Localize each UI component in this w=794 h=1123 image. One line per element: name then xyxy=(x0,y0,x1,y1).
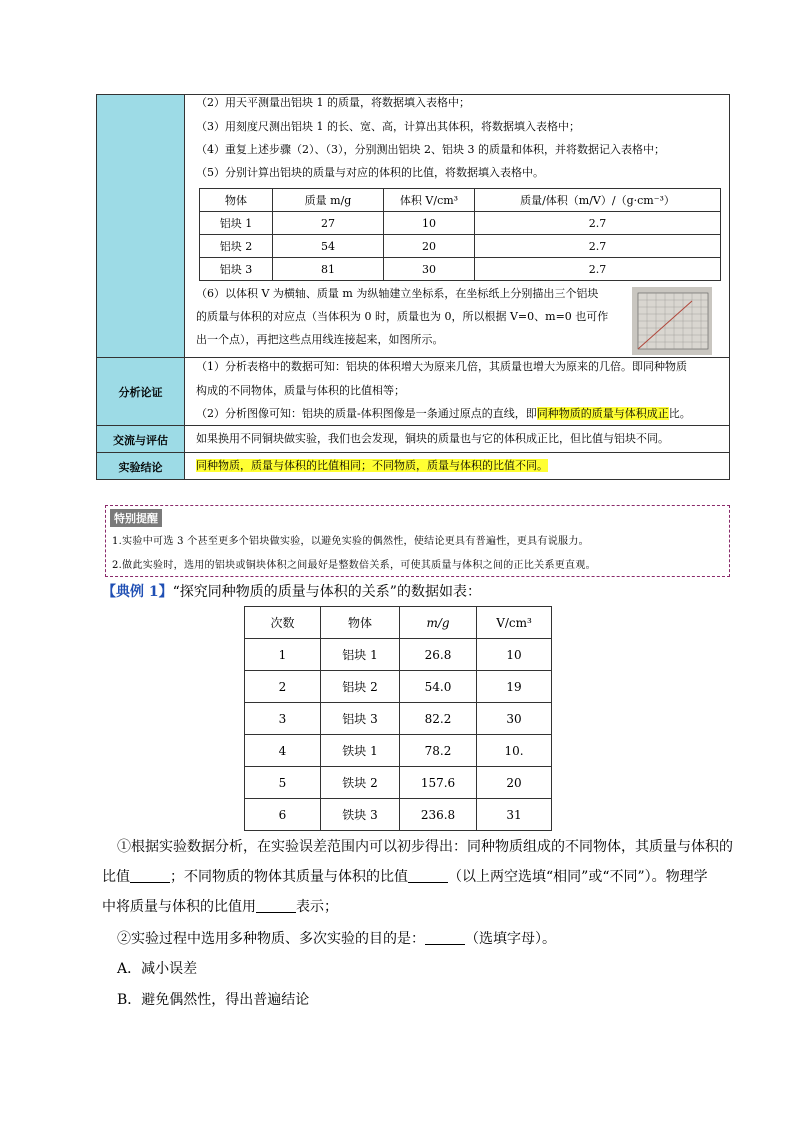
table-cell: 铝块 2 xyxy=(321,671,400,703)
table-cell: 31 xyxy=(477,799,552,831)
table-cell: 10 xyxy=(477,639,552,671)
table-row xyxy=(200,235,721,258)
q1-text: 表示； xyxy=(296,899,338,915)
table-cell: 27 xyxy=(273,212,384,235)
q2-text: （选填字母）。 xyxy=(465,931,556,947)
table-row xyxy=(200,258,721,281)
analysis-label: 分析论证 xyxy=(118,386,163,399)
tip-item-1: 1.实验中可选 3 个甚至更多个铝块做实验，以避免实验的偶然性，使结论更具有普遍性，更具有说服力。 xyxy=(112,536,589,547)
table-cell: 20 xyxy=(384,235,475,258)
q1-text: （以上两空选填“相同”或“不同”）。物理学 xyxy=(448,869,708,885)
answer-blank-4[interactable] xyxy=(425,930,465,945)
option-b: B．避免偶然性，得出普遍结论 xyxy=(117,992,310,1008)
question-1-line1: ①根据实验数据分析，在实验误差范围内可以初步得出：同种物质组成的不同物体，其质量与体积的 xyxy=(117,839,733,855)
table-row xyxy=(245,767,552,799)
table-cell: 54 xyxy=(273,235,384,258)
table-cell: 19 xyxy=(477,671,552,703)
example-tag: 【典例 1】 xyxy=(102,584,173,600)
table-row xyxy=(200,212,721,235)
answer-blank-3[interactable] xyxy=(256,898,296,913)
step-3: （3）用刻度尺测出铝块 1 的长、宽、高，计算出其体积，将数据填入表格中； xyxy=(196,120,580,133)
table-cell: 6 xyxy=(245,799,321,831)
col-header: m/g xyxy=(400,607,477,639)
table-cell: 3 xyxy=(245,703,321,735)
example-data-table xyxy=(244,606,552,831)
table-cell: 30 xyxy=(384,258,475,281)
table-cell: 10 xyxy=(384,212,475,235)
step-6-line1: （6）以体积 V 为横轴、质量 m 为纵轴建立坐标系，在坐标纸上分别描出三个铝块 xyxy=(196,287,599,300)
table-cell: 铁块 3 xyxy=(321,799,400,831)
table-header-row xyxy=(245,607,552,639)
table-cell: 铁块 2 xyxy=(321,767,400,799)
table-cell: 157.6 xyxy=(400,767,477,799)
col-header: 物体 xyxy=(200,189,273,212)
exchange-label: 交流与评估 xyxy=(113,434,168,447)
col-header: V/cm³ xyxy=(477,607,552,639)
table-row xyxy=(245,639,552,671)
col-header: 次数 xyxy=(245,607,321,639)
conclusion-text xyxy=(196,459,548,473)
analysis-line3 xyxy=(196,407,691,421)
step-5: （5）分别计算出铝块的质量与对应的体积的比值，将数据填入表格中。 xyxy=(196,166,544,179)
table-row xyxy=(245,671,552,703)
example-intro-text: “探究同种物质的质量与体积的关系”的数据如表： xyxy=(172,584,481,600)
step-6-line2: 的质量与体积的对应点（当体积为 0 时，质量也为 0，所以根据 V=0、m=0 也可作 xyxy=(196,310,609,323)
table-cell: 铝块 1 xyxy=(200,212,273,235)
col-header: 物体 xyxy=(321,607,400,639)
table-cell: 2.7 xyxy=(475,258,721,281)
tip-item-2: 2.做此实验时，选用的铝块或铜块体积之间最好是整数倍关系，可使其质量与体积之间的正比关系更直观。 xyxy=(112,560,596,571)
table-cell: 2 xyxy=(245,671,321,703)
table-cell: 30 xyxy=(477,703,552,735)
mass-volume-graph-image xyxy=(632,287,712,355)
aluminum-data-table xyxy=(199,188,721,281)
answer-blank-2[interactable] xyxy=(408,868,448,883)
experiment-table xyxy=(96,94,730,480)
analysis-line2: 构成的不同物体，质量与体积的比值相等； xyxy=(196,384,405,397)
table-cell: 铝块 1 xyxy=(321,639,400,671)
tips-title: 特别提醒 xyxy=(110,509,162,527)
procedure-label-cell xyxy=(96,94,185,357)
table-row xyxy=(245,735,552,767)
q2-text: ②实验过程中选用多种物质、多次实验的目的是： xyxy=(117,931,425,947)
table-row xyxy=(245,799,552,831)
table-cell: 铝块 3 xyxy=(321,703,400,735)
q1-text: 中将质量与体积的比值用 xyxy=(102,899,256,915)
table-cell: 26.8 xyxy=(400,639,477,671)
step-2: （2）用天平测量出铝块 1 的质量，将数据填入表格中； xyxy=(196,96,470,109)
analysis-line1: （1）分析表格中的数据可知：铝块的体积增大为原来几倍，其质量也增大为原来的几倍。即同种物质 xyxy=(196,360,687,373)
table-cell: 铁块 1 xyxy=(321,735,400,767)
table-cell: 铝块 3 xyxy=(200,258,273,281)
table-cell: 5 xyxy=(245,767,321,799)
question-2 xyxy=(117,928,556,948)
table-cell: 236.8 xyxy=(400,799,477,831)
q1-text: ；不同物质的物体其质量与体积的比值 xyxy=(170,869,408,885)
table-cell: 4 xyxy=(245,735,321,767)
table-row xyxy=(245,703,552,735)
special-tips-box xyxy=(105,505,730,577)
table-cell: 10. xyxy=(477,735,552,767)
analysis-line3-text: （2）分析图像可知：铝块的质量-体积图像是一条通过原点的直线，即 xyxy=(196,407,537,420)
example-intro xyxy=(102,581,481,601)
table-cell: 1 xyxy=(245,639,321,671)
table-cell: 2.7 xyxy=(475,212,721,235)
analysis-line3-end: 比。 xyxy=(668,407,691,420)
highlighted-text: 同种物质，质量与体积的比值相同；不同物质，质量与体积的比值不同。 xyxy=(196,459,548,472)
col-header: 体积 V/cm³ xyxy=(384,189,475,212)
table-cell: 2.7 xyxy=(475,235,721,258)
conclusion-label: 实验结论 xyxy=(118,461,163,474)
step-4: （4）重复上述步骤（2）、（3），分别测出铝块 2、铝块 3 的质量和体积，并将数据记入表格中； xyxy=(196,143,665,156)
option-a: A．减小误差 xyxy=(117,961,198,977)
question-1-line3 xyxy=(102,896,338,916)
exchange-text: 如果换用不同铜块做实验，我们也会发现，铜块的质量也与它的体积成正比，但比值与铝块不同。 xyxy=(196,432,669,445)
highlighted-text: 同种物质的质量与体积成正 xyxy=(536,407,669,420)
answer-blank-1[interactable] xyxy=(130,868,170,883)
table-cell: 81 xyxy=(273,258,384,281)
col-header: 质量 m/g xyxy=(273,189,384,212)
table-cell: 20 xyxy=(477,767,552,799)
table-cell: 铝块 2 xyxy=(200,235,273,258)
table-cell: 78.2 xyxy=(400,735,477,767)
question-1-line2 xyxy=(102,866,708,886)
col-header: 质量/体积（m/V）/（g·cm⁻³） xyxy=(475,189,721,212)
table-cell: 82.2 xyxy=(400,703,477,735)
step-6-line3: 出一个点），再把这些点用线连接起来，如图所示。 xyxy=(196,333,444,346)
table-cell: 54.0 xyxy=(400,671,477,703)
q1-text: 比值 xyxy=(102,869,130,885)
